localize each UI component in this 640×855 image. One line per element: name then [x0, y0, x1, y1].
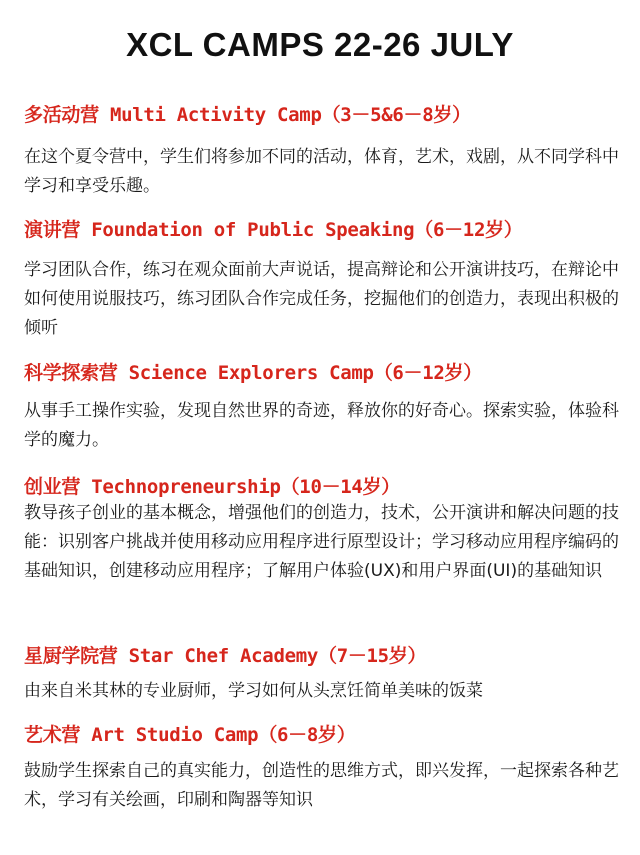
camp-heading-public-speaking: 演讲营 Foundation of Public Speaking（6－12岁） — [24, 219, 523, 241]
camp-description-star-chef: 由来自米其林的专业厨师，学习如何从头烹饪简单美味的饭菜 — [24, 681, 483, 701]
camp-heading-art-studio: 艺术营 Art Studio Camp（6－8岁） — [24, 724, 356, 746]
camp-description-art-studio: 鼓励学生探索自己的真实能力，创造性的思维方式，即兴发挥，一起探索各种艺术，学习有关绘画，印刷和陶器等知识 — [24, 761, 619, 810]
page-title: XCL CAMPS 22-26 JULY — [126, 26, 514, 63]
camp-heading-science-explorers: 科学探索营 Science Explorers Camp（6－12岁） — [24, 362, 482, 384]
camp-description-public-speaking: 学习团队合作，练习在观众面前大声说话，提高辩论和公开演讲技巧，在辩论中如何使用说服技巧，练习团队合作完成任务，挖掘他们的创造力，表现出积极的倾听 — [24, 260, 619, 338]
camp-heading-multi-activity: 多活动营 Multi Activity Camp（3－5&6－8岁） — [24, 104, 471, 126]
camp-heading-star-chef: 星厨学院营 Star Chef Academy（7－15岁） — [24, 645, 427, 667]
camp-heading-technopreneurship: 创业营 Technopreneurship（10－14岁） — [24, 476, 400, 498]
camp-description-multi-activity: 在这个夏令营中，学生们将参加不同的活动，体育，艺术，戏剧，从不同学科中学习和享受乐趣。 — [24, 147, 619, 196]
camp-description-technopreneurship: 教导孩子创业的基本概念，增强他们的创造力，技术，公开演讲和解决问题的技能：识别客户挑战并使用移动应用程序进行原型设计；学习移动应用程序编码的基础知识，创建移动应用程序；了解用户体验(UX)和用户界面(UI)的基础知识 — [24, 503, 619, 581]
camp-description-science-explorers: 从事手工操作实验，发现自然世界的奇迹，释放你的好奇心。探索实验，体验科学的魔力。 — [24, 401, 619, 450]
